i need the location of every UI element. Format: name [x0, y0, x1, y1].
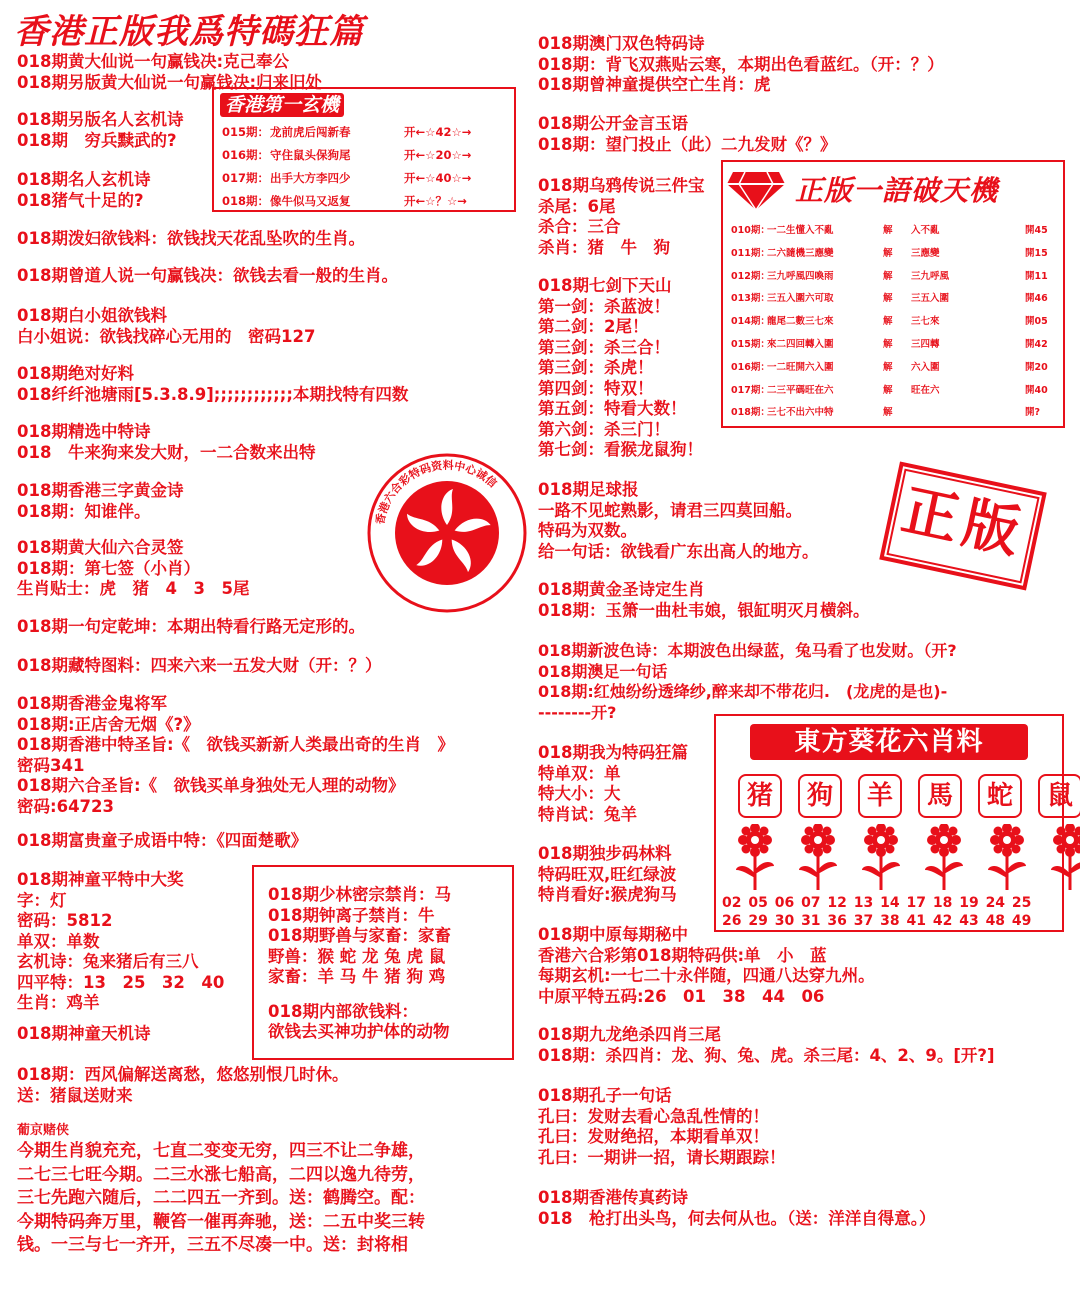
issue: 010期：	[731, 225, 770, 236]
riddle: 來二四回轉入圍	[767, 338, 834, 350]
open: 開45	[1025, 225, 1048, 236]
zodiac-row	[738, 774, 1080, 818]
text-line: 第五剑：特看大数！	[538, 399, 687, 418]
jie: 解	[883, 270, 893, 282]
text-line: 孔曰：发财绝招，本期看单双！	[538, 1127, 769, 1146]
zodiac-badge: 猪	[738, 774, 782, 818]
text-line: 018期藏特图料：四来六来一五发大财（开：？）	[17, 656, 382, 675]
text-line: 018期曾神童提供空亡生肖：虎	[538, 75, 771, 94]
group-chuanzhen	[538, 1188, 935, 1229]
text-line: 018期白小姐欲钱料	[17, 306, 167, 325]
text-line: 018期一句定乾坤：本期出特看行路无定形的。	[17, 617, 365, 636]
answer: 三九呼風	[911, 270, 950, 282]
dongfang-title: 東方葵花六肖料	[750, 724, 1028, 760]
yiyu-box	[721, 160, 1065, 428]
jie: 解	[883, 384, 893, 396]
riddle: 守住鼠头保狗尾	[270, 148, 351, 162]
group-tianji	[17, 1024, 150, 1045]
zhengban-stamp	[879, 461, 1047, 590]
riddle: 像牛似马又返复	[270, 194, 351, 208]
text-line: 第三剑：杀三合！	[538, 337, 670, 357]
riddle: 龍尾二數三七來	[767, 316, 834, 328]
xuanji-row	[222, 121, 512, 144]
text-line: 给一句话：欲钱看广东出高人的地方。	[538, 541, 819, 561]
issue: 012期：	[731, 270, 770, 282]
text-line: 018期神童天机诗	[17, 1024, 151, 1043]
riddle: 二三平碼旺在六	[767, 384, 834, 396]
riddle: 三五入圍六可取	[767, 293, 834, 305]
text-line: 018期：背飞双燕贴云寒，本期出色看蓝红。（开：？）	[538, 54, 944, 74]
xuanji-row	[222, 190, 512, 213]
text-line: 018期:正店舍无烟《?》	[17, 714, 200, 734]
group-guijiang	[17, 694, 454, 817]
text-line: 018期九龙绝杀四肖三尾	[538, 1025, 721, 1044]
group-baixiaojie	[17, 306, 315, 347]
riddle: 龙前虎后闯新春	[270, 125, 351, 139]
group-mingren-1	[17, 110, 183, 151]
riddle: 三七不出六中特	[767, 407, 834, 419]
text-line: 密码:64723	[17, 796, 115, 816]
riddle: 三九呼風四喚雨	[767, 270, 834, 282]
result: 开←☆？☆→	[404, 194, 467, 208]
text-line: 欲钱去买神功护体的动物	[268, 1022, 450, 1041]
yiyu-row	[731, 243, 1061, 266]
text-line: 钱。一三与七一齐开，三五不尽凑一中。送：封将相	[17, 1235, 408, 1255]
group-zengdaoren	[17, 266, 398, 287]
group-pujing	[17, 1122, 425, 1258]
text-line: 018期：杀四肖：龙、狗、兔、虎。杀三尾：4、2、9。[开?]	[538, 1045, 995, 1065]
group-dubu	[538, 844, 677, 906]
answer: 三五入圍	[911, 293, 950, 305]
issue: 013期：	[731, 293, 770, 305]
issue: 015期：	[222, 125, 270, 139]
text-line: 018期中原每期秘中	[538, 925, 688, 944]
number-row: 02 05 06 07 12 13 14 17 18 19 24 25	[722, 895, 1032, 911]
jie: 解	[883, 225, 893, 236]
text-line: 第三剑：杀虎！	[538, 358, 654, 377]
text-line: 018期内部欲钱料：	[268, 1001, 418, 1021]
open: 開42	[1025, 338, 1048, 350]
text-line: 018 枪打出头鸟，何去何从也。（送：洋洋自得意。）	[538, 1208, 936, 1228]
text-line: 018期黄金圣诗定生肖	[538, 580, 705, 599]
text-line: 中原平特五码:26 01 38 44 06	[538, 986, 825, 1006]
issue: 018期：	[731, 407, 770, 419]
open: 開46	[1025, 293, 1048, 305]
issue: 016期：	[731, 361, 770, 373]
issue: 014期：	[731, 316, 770, 328]
answer: 三七來	[911, 316, 940, 328]
text-line: 018期绝对好料	[17, 364, 134, 383]
text-line: 一路不见蛇熟影，请君三四莫回船。	[538, 500, 802, 520]
yiyu-row	[731, 357, 1061, 380]
text-line: 018期七剑下天山	[538, 276, 672, 295]
text-line: 018期香港金鬼将军	[17, 694, 167, 713]
text-line: 单双：单数	[17, 931, 100, 951]
answer: 三應變	[911, 247, 940, 259]
text-line: 018期我为特码狂篇	[538, 743, 688, 762]
zodiac-badge: 鼠	[1038, 774, 1080, 818]
text-line: 密码：5812	[17, 911, 113, 930]
xuanji-row	[222, 167, 512, 190]
text-line: 密码341	[17, 755, 85, 775]
text-line: 杀尾：6尾	[538, 196, 616, 216]
text-line: 孔曰：发财去看心急乱性情的！	[538, 1106, 769, 1126]
text-line: 018期香港传真药诗	[538, 1188, 688, 1207]
yiyu-rows	[731, 220, 1061, 425]
group-mingren-2	[17, 170, 150, 211]
answer: 六入圍	[911, 361, 940, 373]
group-xifeng	[17, 1065, 348, 1106]
text-line: 018期泼妇欲钱料：欲钱找天花乱坠吹的生肖。	[17, 229, 365, 248]
text-line: 第六剑：杀三门！	[538, 419, 670, 439]
text-line: 018期澳门双色特码诗	[538, 34, 705, 53]
text-line: 特大小：大	[538, 784, 621, 803]
open: 開?	[1025, 407, 1041, 419]
yiyu-row	[731, 311, 1061, 334]
zodiac-badge: 羊	[858, 774, 902, 818]
dongfang-box	[714, 714, 1073, 932]
result: 开←☆40☆→	[404, 171, 472, 185]
text-line: 018期澳足一句话	[538, 661, 668, 681]
text-line: 特码旺双,旺红绿波	[538, 864, 677, 884]
group-kongzi	[538, 1086, 786, 1168]
xuanji-box	[212, 87, 516, 212]
text-line: 018期:红烛纷纷透绛纱,醉来却不带花归. (龙虎的是也)-	[538, 682, 948, 701]
riddle: 二六隨機三應變	[767, 247, 834, 259]
answer: 入不亂	[911, 225, 940, 236]
group-huangjin	[538, 580, 869, 621]
number-row: 26 29 30 31 36 37 38 41 42 43 48 49	[722, 913, 1032, 929]
sunflower-icon	[921, 824, 967, 896]
text-line: 今期生肖貌充充，七直二变变无穷，四三不让二争雄，	[17, 1141, 425, 1161]
group-zuqiu	[538, 480, 819, 562]
group-aomen	[538, 34, 944, 96]
riddle: 一二旺開六入圍	[767, 361, 834, 373]
text-line: 018期公开金言玉语	[538, 114, 688, 133]
group-jiulong	[538, 1025, 995, 1066]
yiyu-row	[731, 288, 1061, 311]
group-cangte	[17, 656, 381, 677]
text-line: 香港六合彩第018期特码供:单 小 蓝	[538, 945, 827, 965]
riddle: 出手大方李四少	[270, 171, 351, 185]
text-line: 018期：玉箫一曲杜韦娘，银缸明灭月横斜。	[538, 600, 870, 620]
text-line: --------开?	[538, 702, 617, 722]
issue: 018期：	[222, 194, 270, 208]
issue: 011期：	[731, 247, 770, 259]
text-line: 第二剑：2尾！	[538, 317, 649, 336]
text-line: 018期：西风偏解送离愁，悠悠别恨几时休。	[17, 1065, 349, 1084]
zodiac-badge: 馬	[918, 774, 962, 818]
group-chengyu	[17, 831, 307, 852]
text-line: 特肖看好:猴虎狗马	[538, 885, 677, 904]
group-haoliao	[17, 364, 408, 405]
yiyu-title: 正版一語破天機	[795, 174, 999, 207]
issue: 015期：	[731, 338, 770, 350]
group-jingxuan	[17, 422, 315, 463]
group-pofu	[17, 229, 365, 250]
hk-seal-icon	[366, 452, 528, 614]
text-line: 野兽：猴 蛇 龙 兔 虎 鼠	[268, 946, 446, 966]
yiyu-row	[731, 266, 1061, 289]
seal-text: 香港六合彩特码资料中心诚信	[373, 458, 500, 526]
yiyu-row	[731, 220, 1061, 243]
group-xinbo	[538, 641, 957, 723]
text-line: 杀肖：猪 牛 狗	[538, 237, 670, 257]
yiyu-row	[731, 334, 1061, 357]
yiyu-row	[731, 380, 1061, 403]
text-line: 018期黄大仙六合灵签	[17, 538, 184, 557]
text-line: 家畜：羊 马 牛 猪 狗 鸡	[268, 967, 446, 986]
text-line: 第四剑：特双！	[538, 378, 654, 398]
text-line: 四平特：13 25 32 40	[17, 972, 225, 992]
riddle: 一二生懂入不亂	[767, 225, 834, 236]
text-line: 018期：第七签（小肖）	[17, 558, 200, 578]
text-line: 三七先跑六随后，二二四五一齐到。送：鹤腾空。配：	[17, 1188, 425, 1208]
issue: 017期：	[222, 171, 270, 185]
gem-icon	[725, 170, 787, 216]
issue: 017期：	[731, 384, 770, 396]
text-line: 送：猪鼠送财来	[17, 1085, 133, 1105]
jie: 解	[883, 361, 893, 373]
text-line: 018期另版黄大仙说一句赢钱决:归来旧处	[17, 72, 323, 92]
text-line: 018期富贵童子成语中特：《四面楚歌》	[17, 831, 308, 850]
sunflower-icon	[984, 824, 1030, 896]
jie: 解	[883, 293, 893, 305]
page-title: 香港正版我爲特碼狂篇	[14, 12, 364, 52]
text-line: 018期：望门投止（此）二九发财《？》	[538, 134, 837, 154]
text-line: 特码为双数。	[538, 521, 637, 540]
sunflower-icon	[1047, 824, 1080, 896]
result: 开←☆42☆→	[404, 125, 472, 139]
text-line: 018期野兽与家畜：家畜	[268, 926, 451, 945]
jie: 解	[883, 338, 893, 350]
sunflower-icon	[795, 824, 841, 896]
answer: 三四轉	[911, 338, 940, 350]
result: 开←☆20☆→	[404, 148, 472, 162]
text-line: 018期曾道人说一句赢钱决：欲钱去看一般的生肖。	[17, 266, 398, 285]
shaolin-lines	[268, 885, 451, 1043]
group-lingqian	[17, 538, 249, 600]
open: 開40	[1025, 384, 1048, 396]
text-line: 018期 穷兵黩武的?	[17, 130, 177, 150]
stamp-text: 正版	[896, 477, 1032, 568]
sunflower-icon	[858, 824, 904, 896]
text-line: 玄机诗：兔来猪后有三八	[17, 952, 199, 971]
jie: 解	[883, 316, 893, 328]
group-kuangpian	[538, 743, 688, 825]
text-line: 018期神童平特中大奖	[17, 870, 184, 889]
text-line: 特肖试：兔羊	[538, 804, 637, 824]
text-line: 018期独步码林料	[538, 844, 672, 863]
text-line: 018期六合圣旨:《 欲钱买单身独处无人理的动物》	[17, 776, 405, 795]
flower-row	[732, 824, 1080, 896]
text-line: 生肖：鸡羊	[17, 993, 100, 1012]
text-line: 白小姐说：欲钱找碎心无用的 密码127	[17, 326, 316, 346]
text-line: 018猪气十足的?	[17, 190, 144, 210]
text-line: 二七三七旺今期。二三水涨七船高，二四以逸九待劳，	[17, 1164, 425, 1185]
issue: 016期：	[222, 148, 270, 162]
text-line: 杀合：三合	[538, 217, 621, 236]
text-line: 018期孔子一句话	[538, 1086, 672, 1105]
text-line: 018纤纤池塘雨[5.3.8.9];;;;;;;;;;;;本期找特有四数	[17, 384, 409, 404]
yiyu-row	[731, 402, 1061, 425]
number-grid	[722, 894, 1031, 930]
jie: 解	[883, 247, 893, 259]
text-line: 018期钟离子禁肖：牛	[268, 905, 435, 925]
zodiac-badge: 蛇	[978, 774, 1022, 818]
text-line: 018期足球报	[538, 480, 639, 499]
group-wuya	[538, 176, 704, 258]
text-line: 018期香港三字黄金诗	[17, 481, 184, 500]
group-qiankun	[17, 617, 365, 638]
xuanji-row	[222, 144, 512, 167]
text-line: 018期乌鸦传说三件宝	[538, 176, 705, 195]
text-line: 每期玄机:一七二十永伴随，四通八达穿九州。	[538, 966, 875, 985]
text-line: 第七剑：看猴龙鼠狗！	[538, 440, 703, 459]
text-line: 018期香港中特圣旨:《 欲钱买新新人类最出奇的生肖 》	[17, 735, 455, 754]
sunflower-icon	[732, 824, 778, 896]
shaolin-box	[252, 865, 514, 1060]
text-line: 018期：知谁伴。	[17, 501, 151, 521]
text-line: 生肖贴士：虎 猪 4 3 5尾	[17, 579, 250, 598]
open: 開11	[1025, 270, 1048, 282]
text-line: 018期黄大仙说一句赢钱决:克己奉公	[17, 52, 290, 71]
zodiac-badge: 狗	[798, 774, 842, 818]
text-line: 018期新波色诗：本期波色出绿蓝，兔马看了也发财。（开?	[538, 641, 957, 660]
group-shentong	[17, 870, 224, 1014]
section-title: 葡京赌侠	[17, 1123, 70, 1138]
group-jinyan	[538, 114, 836, 155]
answer: 旺在六	[911, 384, 940, 396]
text-line: 018期少林密宗禁肖：马	[268, 885, 451, 904]
jie: 解	[883, 407, 893, 419]
text-line: 018期名人玄机诗	[17, 170, 151, 189]
text-line: 018 牛来狗来发大财，一二合数来出特	[17, 442, 316, 462]
text-line: 018期另版名人玄机诗	[17, 110, 184, 129]
text-line: 今期特码奔万里，鞭笞一催再奔驰，送：二五中奖三转	[17, 1211, 425, 1232]
open: 開05	[1025, 316, 1048, 328]
open: 開20	[1025, 361, 1048, 373]
group-zhongyuan	[538, 925, 875, 1007]
group-qijian	[538, 276, 703, 461]
text-line: 特单双：单	[538, 763, 621, 783]
open: 開15	[1025, 247, 1048, 259]
text-line: 字：灯	[17, 890, 67, 910]
group-sanzi	[17, 481, 183, 522]
xuanji-rows	[222, 121, 512, 213]
text-line: 第一剑：杀蓝波！	[538, 296, 670, 316]
text-line: 018期精选中特诗	[17, 422, 151, 441]
text-line: 孔曰：一期讲一招，请长期跟踪！	[538, 1147, 786, 1167]
xuanji-title: 香港第一玄機	[220, 93, 344, 117]
